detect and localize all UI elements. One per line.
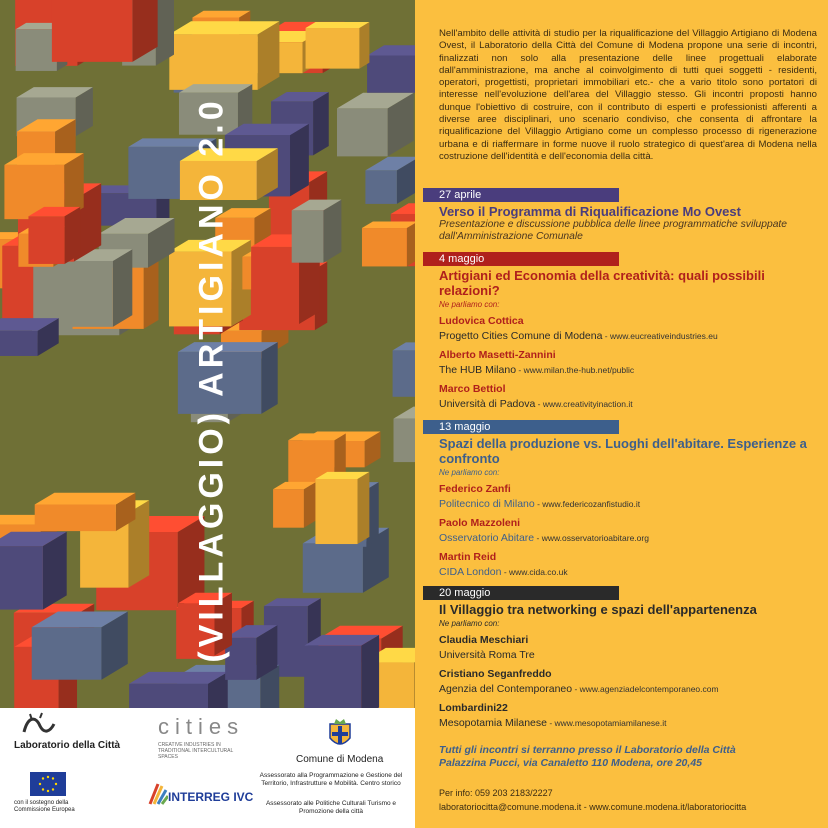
event-title: Verso il Programma di Riqualificazione Mo Ovest (439, 204, 741, 219)
event-title: Spazi della produzione vs. Luoghi dell'abitare. Esperienze a confronto (439, 436, 807, 466)
speaker-affiliation: Agenzia del Contemporaneo (439, 683, 573, 695)
speaker-url[interactable]: www.mesopotamiamilanese.it (554, 718, 667, 728)
speaker-name: Marco Bettiol (439, 383, 506, 395)
assessorato-2: Assessorato alle Politiche Culturali Turismo e Promozione della città (265, 800, 397, 815)
speaker-affiliation: Progetto Cities Comune di Modena (439, 330, 603, 342)
laboratorio-logo-icon (18, 712, 58, 736)
event-4-maggio (423, 252, 823, 417)
event-date: 27 aprile (423, 188, 619, 202)
speaker-affiliation: CIDA London (439, 566, 502, 578)
speaker-name: Lombardini22 (439, 702, 508, 714)
letter-block (0, 318, 59, 356)
letter-block (129, 672, 228, 708)
letter-block (225, 625, 277, 680)
cities-tagline: CREATIVE INDUSTRIES IN TRADITIONAL INTERCULTURAL SPACES (158, 742, 234, 760)
speaker-name: Federico Zanfi (439, 483, 511, 495)
event-date: 4 maggio (423, 252, 619, 266)
event-20-maggio (423, 586, 823, 736)
letter-block (315, 472, 369, 544)
comune-crest-icon (326, 718, 354, 752)
info-phone: Per info: 059 203 2183/2227 (439, 788, 553, 798)
venue-note (439, 744, 736, 770)
speaker-url[interactable]: www.creativityinaction.it (542, 399, 633, 409)
letter-block (169, 21, 279, 90)
speaker-name: Paolo Mazzoleni (439, 517, 521, 529)
interreg-logo-text: INTERREG IVC (168, 790, 254, 804)
interreg-logo-icon (148, 782, 168, 806)
program-panel (415, 0, 828, 828)
speaker-url[interactable]: www.osservatorioabitare.org (541, 533, 649, 543)
speaker-name: Alberto Masetti-Zannini (439, 349, 556, 361)
speaker-affiliation: The HUB Milano (439, 364, 517, 376)
speaker-url[interactable]: www.cida.co.uk (509, 567, 568, 577)
letter-block (35, 493, 136, 531)
speaker (439, 634, 823, 662)
speaker: Cristiano Seganfreddo Agenzia del Contemporaneo - www.agenziadelcontemporaneo.com (439, 668, 823, 696)
letter-block (0, 532, 67, 610)
letter-block (28, 207, 80, 264)
letter-block (394, 407, 415, 462)
speaker-url[interactable]: www.milan.the-hub.net/public (523, 365, 635, 375)
venue-line-2: Palazzina Pucci, via Canaletto 110 Modena, ore 20,45 (439, 757, 702, 769)
logos-area (0, 708, 415, 828)
cities-logo: cities (158, 714, 245, 739)
speaker: Ludovica Cottica Progetto Cities Comune di Modena - www.eucreativeindustries.eu (439, 315, 823, 343)
event-title: Il Villaggio tra networking e spazi dell'appartenenza (439, 602, 757, 617)
laboratorio-logo-text: Laboratorio della Città (14, 740, 121, 751)
speaker-name: Claudia Meschiari (439, 634, 529, 646)
letter-block (367, 45, 415, 92)
letter-block (365, 157, 415, 204)
speaker: Lombardini22 Mesopotamia Milanese - www.mesopotamiamilanese.it (439, 702, 823, 730)
speaker: Martin Reid CIDA London - www.cida.co.uk (439, 551, 823, 579)
letter-block (306, 22, 370, 69)
eu-caption: con il sostegno della Commissione Europea (14, 800, 75, 813)
speaker-url[interactable]: www.eucreativeindustries.eu (609, 331, 718, 341)
cover-title: (VILLAGGIO) ARTIGIANO 2.0 (192, 97, 231, 663)
letter-block (273, 482, 316, 528)
event-13-maggio (423, 420, 823, 585)
cover-artwork (0, 0, 415, 708)
speaker: Federico Zanfi Politecnico di Milano - www.federicozanfistudio.it (439, 483, 823, 511)
intro-paragraph: Nell'ambito delle attività di studio per la riqualificazione del Villaggio Artigiano di Modena Ovest, il Laboratorio della Città del Comune di Modena propone una serie di incontri, finalizzati non solo alla presentazione delle linee progettuali elaborate dall'amministrazione, ma anche al coinvolgimento di tutti quei soggetti - residenti, operatori, progettisti, proprietari immobiliari etc.- che a vario titolo sono portatori di interesse nell'evoluzione dell'area del Villaggio stesso. Gli incontri proposti hanno dunque l'obiettivo di costruire, con il contributo di esperti e professionisti afferenti a diverse aree disciplinari, uno scenario condiviso, che consenta di affrontare la riqualificazione del Villaggio Artigiano come un complesso processo di rigenerazione urbana e di riaffermare in forme nuove il ruolo strategico di quest'area di Modena nella costruzione dell'identità e dell'economia della città. (439, 28, 817, 162)
event-date: 13 maggio (423, 420, 619, 434)
info-contacts[interactable]: laboratoriocitta@comune.modena.it - www.comune.modena.it/laboratoriocitta (439, 802, 747, 812)
speaker-affiliation: Mesopotamia Milanese (439, 717, 547, 729)
letter-block (393, 342, 415, 396)
speaker: Paolo Mazzoleni Osservatorio Abitare - www.osservatorioabitare.org (439, 517, 823, 545)
assessorato-1: Assessorato alla Programmazione e Gestione del Territorio, Infrastrutture e Mobilità. Centro storico (259, 772, 403, 787)
event-27-aprile (423, 188, 823, 243)
event-date: 20 maggio (423, 586, 619, 600)
speaker-url[interactable]: www.federicozanfistudio.it (542, 499, 641, 509)
speaker-name: Ludovica Cottica (439, 315, 524, 327)
letter-block (292, 200, 342, 263)
speaker-affiliation: Osservatorio Abitare (439, 532, 535, 544)
speaker: Marco Bettiol Università di Padova - www.creativityinaction.it (439, 383, 823, 411)
speakers-intro: Ne parliamo con: (439, 468, 500, 477)
speaker-name: Martin Reid (439, 551, 497, 563)
speakers-intro: Ne parliamo con: (439, 619, 500, 628)
speaker: Alberto Masetti-Zannini The HUB Milano - www.milan.the-hub.net/public (439, 349, 823, 377)
speaker-url[interactable]: www.agenziadelcontemporaneo.com (579, 684, 719, 694)
letter-block (337, 93, 414, 157)
event-title: Artigiani ed Economia della creatività: quali possibili relazioni? (439, 268, 765, 298)
eu-stars-icon (30, 772, 66, 796)
event-subtitle: Presentazione e discussione pubblica delle linee programmatiche sviluppate dall'Amministrazione Comunale (439, 219, 788, 242)
speaker-affiliation: Università Roma Tre (439, 649, 535, 661)
letter-block (304, 635, 379, 708)
venue-line-1: Tutti gli incontri si terranno presso il Laboratorio della Città (439, 744, 736, 756)
speaker-affiliation: Università di Padova (439, 398, 536, 410)
comune-logo-text: Comune di Modena (296, 754, 384, 765)
contact-info (439, 786, 746, 814)
speaker-name: Cristiano Seganfreddo (439, 668, 552, 680)
letter-block (32, 611, 128, 679)
speaker-affiliation: Politecnico di Milano (439, 498, 535, 510)
speakers-intro: Ne parliamo con: (439, 300, 500, 309)
letter-block (52, 0, 158, 62)
letter-block (362, 221, 415, 266)
